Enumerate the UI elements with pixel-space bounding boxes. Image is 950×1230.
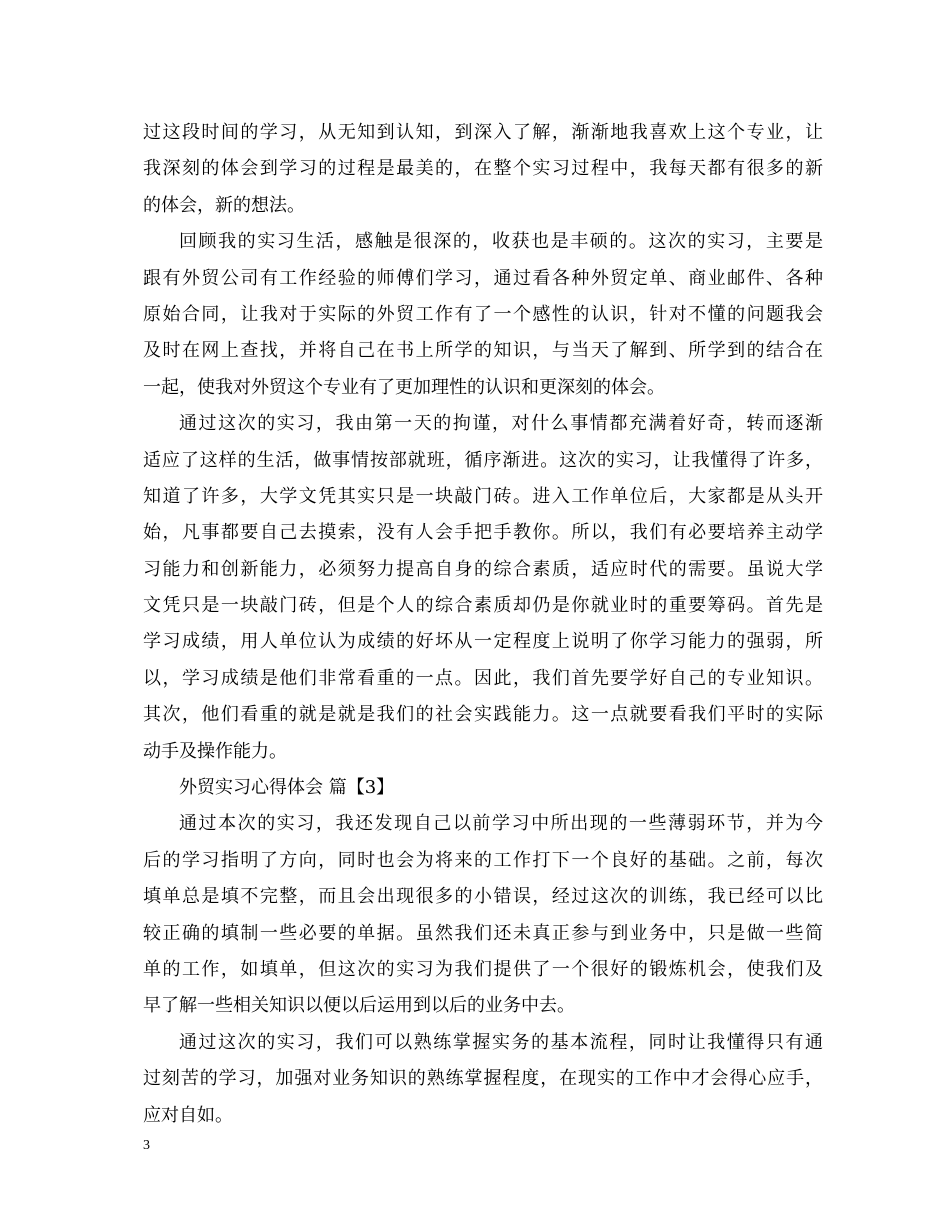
text-line: 一起，使我对外贸这个专业有了更加理性的认识和更深刻的体会。 bbox=[143, 376, 665, 398]
document-body bbox=[143, 115, 823, 1134]
text-line: 动手及操作能力。 bbox=[143, 740, 287, 762]
text-line: 及时在网上查找，并将自己在书上所学的知识，与当天了解到、所学到的结合在 bbox=[143, 340, 823, 362]
text-line: 适应了这样的生活，做事情按部就班，循序渐进。这次的实习，让我懂得了许多， bbox=[143, 449, 823, 471]
text-line: 习能力和创新能力，必须努力提高自身的综合素质，适应时代的需要。虽说大学 bbox=[143, 558, 823, 580]
text-line: 后的学习指明了方向，同时也会为将来的工作打下一个良好的基础。之前，每次 bbox=[143, 849, 823, 871]
text-line: 填单总是填不完整，而且会出现很多的小错误，经过这次的训练，我已经可以比 bbox=[143, 886, 823, 908]
text-line: 其次，他们看重的就是就是我们的社会实践能力。这一点就要看我们平时的实际 bbox=[143, 704, 823, 726]
text-line: 的体会，新的想法。 bbox=[143, 194, 305, 216]
text-line: 学习成绩，用人单位认为成绩的好坏从一定程度上说明了你学习能力的强弱，所 bbox=[143, 631, 823, 653]
text-line: 通过这次的实习，我们可以熟练掌握实务的基本流程，同时让我懂得只有通 bbox=[179, 1031, 823, 1053]
text-line: 通过这次的实习，我由第一天的拘谨，对什么事情都充满着好奇，转而逐渐 bbox=[179, 413, 823, 435]
text-line: 应对自如。 bbox=[143, 1104, 233, 1126]
text-line: 跟有外贸公司有工作经验的师傅们学习，通过看各种外贸定单、商业邮件、各种 bbox=[143, 267, 823, 289]
text-line: 原始合同，让我对于实际的外贸工作有了一个感性的认识，针对不懂的问题我会 bbox=[143, 303, 823, 325]
text-line: 以，学习成绩是他们非常看重的一点。因此，我们首先要学好自己的专业知识。 bbox=[143, 667, 823, 689]
text-line: 回顾我的实习生活，感触是很深的，收获也是丰硕的。这次的实习，主要是 bbox=[179, 231, 823, 253]
text-line: 较正确的填制一些必要的单据。虽然我们还未真正参与到业务中，只是做一些简 bbox=[143, 922, 823, 944]
text-line: 我深刻的体会到学习的过程是最美的，在整个实习过程中，我每天都有很多的新 bbox=[143, 158, 823, 180]
section-heading: 外贸实习心得体会 篇【3】 bbox=[179, 777, 395, 799]
text-line: 单的工作，如填单，但这次的实习为我们提供了一个很好的锻炼机会，使我们及 bbox=[143, 958, 823, 980]
text-line: 始，凡事都要自己去摸索，没有人会手把手教你。所以，我们有必要培养主动学 bbox=[143, 522, 823, 544]
text-line: 知道了许多，大学文凭其实只是一块敲门砖。进入工作单位后，大家都是从头开 bbox=[143, 485, 823, 507]
text-line: 早了解一些相关知识以便以后运用到以后的业务中去。 bbox=[143, 995, 575, 1017]
text-line: 通过本次的实习，我还发现自己以前学习中所出现的一些薄弱环节，并为今 bbox=[179, 813, 823, 835]
text-line: 文凭只是一块敲门砖，但是个人的综合素质却仍是你就业时的重要筹码。首先是 bbox=[143, 595, 823, 617]
text-line: 过刻苦的学习，加强对业务知识的熟练掌握程度，在现实的工作中才会得心应手， bbox=[143, 1068, 823, 1090]
page-number: 3 bbox=[143, 1138, 150, 1153]
text-line: 过这段时间的学习，从无知到认知，到深入了解，渐渐地我喜欢上这个专业，让 bbox=[143, 122, 823, 143]
